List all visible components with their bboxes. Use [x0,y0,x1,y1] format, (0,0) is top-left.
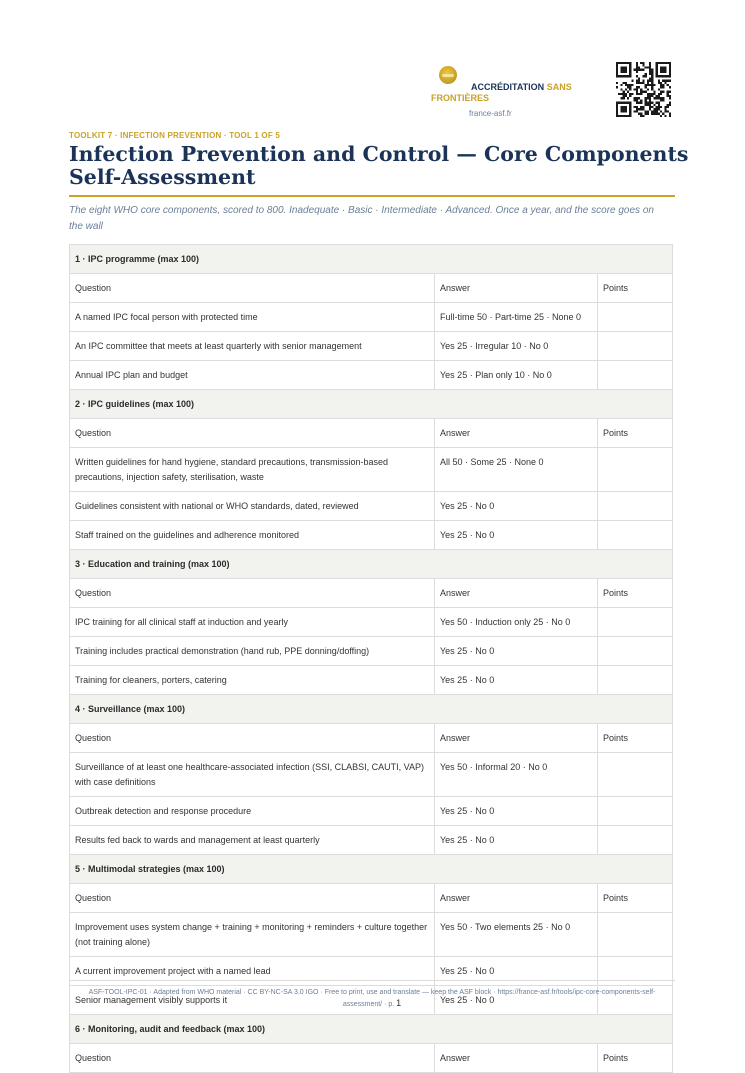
title-divider [69,195,675,197]
points-cell[interactable] [598,448,673,492]
table-row [70,797,673,826]
brand-name-part2: SANS [546,82,572,92]
question-cell: Training includes practical demonstration (hand rub, PPE donning/doffing) [70,637,435,666]
question-cell: A named IPC focal person with protected time [70,303,435,332]
brand-name-part3: FRONTIÈRES [431,93,490,103]
column-header-question: Question [70,1044,435,1073]
page-number: 1 [396,998,402,1008]
points-cell[interactable] [598,913,673,957]
assessment-table [69,244,673,1073]
section-title: 3 · Education and training (max 100) [70,550,673,579]
points-cell[interactable] [598,608,673,637]
section-header [70,855,673,884]
table-row [70,753,673,797]
table-row [70,637,673,666]
table-row [70,448,673,492]
brand-name-part1: ACCRÉDITATION [471,82,545,92]
column-header-answer: Answer [435,1044,598,1073]
section-header [70,1015,673,1044]
column-header-row [70,884,673,913]
column-header-answer: Answer [435,724,598,753]
points-cell[interactable] [598,826,673,855]
question-cell: IPC training for all clinical staff at induction and yearly [70,608,435,637]
answer-cell: Yes 25 · No 0 [435,986,598,1015]
table-row [70,361,673,390]
kicker: TOOLKIT 7 · INFECTION PREVENTION · TOOL 1 OF 5 [69,131,280,140]
column-header-question: Question [70,274,435,303]
answer-cell: Yes 25 · No 0 [435,492,598,521]
answer-cell: Full-time 50 · Part-time 25 · None 0 [435,303,598,332]
section-title: 4 · Surveillance (max 100) [70,695,673,724]
qr-code-icon [616,62,671,117]
section-header [70,550,673,579]
column-header-question: Question [70,724,435,753]
question-cell: Staff trained on the guidelines and adherence monitored [70,521,435,550]
brand-url[interactable]: france-asf.fr [469,109,512,118]
question-cell: Senior management visibly supports it [70,986,435,1015]
column-header-question: Question [70,419,435,448]
section-title: 2 · IPC guidelines (max 100) [70,390,673,419]
question-cell: An IPC committee that meets at least quarterly with senior management [70,332,435,361]
answer-cell: Yes 25 · No 0 [435,666,598,695]
section-title: 1 · IPC programme (max 100) [70,245,673,274]
question-cell: A current improvement project with a named lead [70,957,435,986]
table-row [70,492,673,521]
column-header-points: Points [598,724,673,753]
answer-cell: Yes 25 · No 0 [435,957,598,986]
column-header-question: Question [70,884,435,913]
points-cell[interactable] [598,332,673,361]
points-cell[interactable] [598,797,673,826]
points-cell[interactable] [598,492,673,521]
answer-cell: Yes 50 · Informal 20 · No 0 [435,753,598,797]
column-header-points: Points [598,419,673,448]
column-header-answer: Answer [435,579,598,608]
footer-text: ASF-TOOL-IPC-01 · Adapted from WHO material · CC BY-NC-SA 3.0 IGO · Free to print, use and translate — keep the ASF block · https://france-asf.fr/tools/ipc-core-components-self-assessment/ · p. [88,989,656,1008]
points-cell[interactable] [598,666,673,695]
question-cell: Annual IPC plan and budget [70,361,435,390]
column-header-points: Points [598,274,673,303]
question-cell: Outbreak detection and response procedure [70,797,435,826]
section-header [70,695,673,724]
points-cell[interactable] [598,521,673,550]
answer-cell: Yes 25 · Plan only 10 · No 0 [435,361,598,390]
column-header-points: Points [598,1044,673,1073]
points-cell[interactable] [598,361,673,390]
answer-cell: Yes 25 · No 0 [435,797,598,826]
section-title: 5 · Multimodal strategies (max 100) [70,855,673,884]
table-row [70,608,673,637]
page-title: Infection Prevention and Control — Core Components Self-Assessment [69,142,689,189]
table-row [70,826,673,855]
table-row [70,303,673,332]
table-row [70,913,673,957]
section-header [70,390,673,419]
column-header-answer: Answer [435,884,598,913]
column-header-answer: Answer [435,419,598,448]
question-cell: Written guidelines for hand hygiene, standard precautions, transmission-based precautions, injection safety, sterilisation, waste [70,448,435,492]
answer-cell: Yes 25 · No 0 [435,521,598,550]
answer-cell: Yes 25 · Irregular 10 · No 0 [435,332,598,361]
page-subtitle: The eight WHO core components, scored to 800. Inadequate · Basic · Intermediate · Advanced. Once a year, and the score goes on the wall [69,205,654,232]
points-cell[interactable] [598,637,673,666]
answer-cell: Yes 25 · No 0 [435,637,598,666]
page-footer [69,980,675,1010]
column-header-points: Points [598,884,673,913]
column-header-answer: Answer [435,274,598,303]
table-row [70,521,673,550]
column-header-question: Question [70,579,435,608]
brand-name [431,82,601,104]
question-cell: Training for cleaners, porters, catering [70,666,435,695]
question-cell: Guidelines consistent with national or WHO standards, dated, reviewed [70,492,435,521]
answer-cell: Yes 50 · Induction only 25 · No 0 [435,608,598,637]
section-header [70,245,673,274]
answer-cell: Yes 25 · No 0 [435,826,598,855]
column-header-row [70,274,673,303]
answer-cell: Yes 50 · Two elements 25 · No 0 [435,913,598,957]
column-header-row [70,724,673,753]
section-title: 6 · Monitoring, audit and feedback (max 100) [70,1015,673,1044]
column-header-row [70,1044,673,1073]
column-header-row [70,579,673,608]
points-cell[interactable] [598,753,673,797]
question-cell: Results fed back to wards and management at least quarterly [70,826,435,855]
column-header-points: Points [598,579,673,608]
points-cell[interactable] [598,303,673,332]
column-header-row [70,419,673,448]
question-cell: Improvement uses system change + training + monitoring + reminders + culture together (not training alone) [70,913,435,957]
question-cell: Surveillance of at least one healthcare-associated infection (SSI, CLABSI, CAUTI, VAP) with case definitions [70,753,435,797]
table-row [70,332,673,361]
answer-cell: All 50 · Some 25 · None 0 [435,448,598,492]
table-row [70,666,673,695]
